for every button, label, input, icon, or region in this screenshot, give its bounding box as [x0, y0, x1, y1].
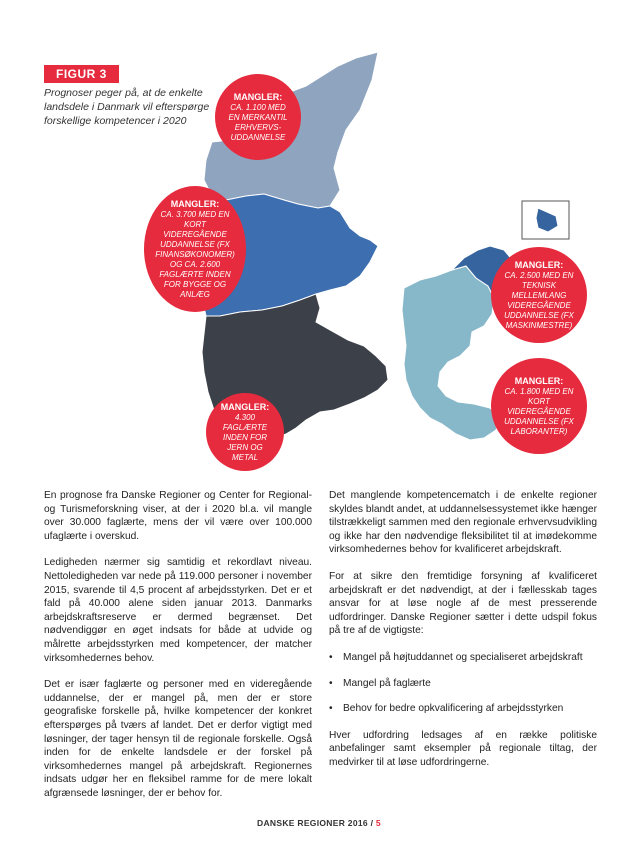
left-paragraph-3: Det er især faglærte og personer med en videregående uddannelse, der er mangel på, men der er store geografiske forskelle på, hvilke kompetencer der konkret efterspørges på tværs af landet. Det er derfor vigtigt med løsninger, der tager hensyn til de regionale forskelle. Også inden for de enkelte landsdele er der forskel på virksomhedernes mangel på arbejdskraft. Regionernes indsats udgør her en fleksibel ramme for de mere lokalt afgrænsede løsninger, der er behov for.: [44, 679, 312, 799]
shortage-bubble-nordjylland: [215, 74, 301, 160]
bubble-heading: MANGLER:: [233, 91, 283, 102]
shortage-bubble-syddanmark: [206, 393, 284, 471]
bubble-heading: MANGLER:: [170, 198, 220, 209]
bubble-text: CA. 1.100 MED EN MERKANTIL ERHVERVS-UDDANNELSE: [228, 102, 288, 142]
bubble-heading: MANGLER:: [514, 259, 564, 270]
bubble-heading: MANGLER:: [220, 401, 270, 412]
bubble-text: CA. 1.800 MED EN KORT VIDEREGÅENDE UDDANNELSE (FX LABORANTER): [504, 386, 574, 436]
challenge-list: [329, 651, 597, 716]
region-bornholm: [536, 208, 558, 232]
region-sjaelland: [402, 266, 500, 440]
page-number: 5: [375, 818, 381, 828]
bubble-text: CA. 2.500 MED EN TEKNISK MELLEMLANG VIDEREGÅENDE UDDANNELSE (FX MASKINMESTRE): [504, 270, 574, 330]
left-column: [44, 489, 312, 813]
challenge-item: • Mangel på højtuddannet og specialiseret arbejdskraft: [329, 651, 597, 665]
right-closing-paragraph: Hver udfordring ledsages af en række politiske anbefalinger samt eksempler på regionale tiltag, der medvirker til at løse udfordringerne.: [329, 729, 597, 768]
bubble-text: 4.300 FAGLÆRTE INDEN FOR JERN OG METAL: [222, 412, 268, 462]
right-paragraph-1: Det manglende kompetencematch i de enkelte regioner skyldes blandt andet, at uddannelsessystemet ikke hænger tilstrækkeligt sammen med den regionale erhvervsudvikling og ikke har den nødvendige fleksibilitet til at imødekomme virksomhedernes behov for kvalificeret arbejdskraft.: [329, 490, 597, 556]
footer-text: DANSKE REGIONER 2016 /: [257, 818, 374, 828]
bubble-text: CA. 3.700 MED EN KORT VIDEREGÅENDE UDDANNELSE (FX FINANSØKONOMER) OG CA. 2.600 FAGLÆRTE INDEN FOR BYGGE OG ANLÆG: [155, 209, 235, 299]
bubble-heading: MANGLER:: [514, 375, 564, 386]
figure-caption: Prognoser peger på, at de enkelte landsdele i Danmark vil efterspørge forskellige kompetencer i 2020: [44, 87, 210, 127]
challenge-item: • Behov for bedre opkvalificering af arbejdsstyrken: [329, 702, 597, 716]
figure-label: FIGUR 3: [44, 65, 119, 83]
shortage-bubble-midtjylland: [144, 186, 246, 312]
shortage-bubble-hovedstaden: [491, 247, 587, 343]
right-paragraph-2: For at sikre den fremtidige forsyning af kvalificeret arbejdskraft er det nødvendigt, at der i fællesskab tages ansvar for at løse nogle af de mest presserende udfordringer. Danske Regioner sætter i dette udspil fokus på tre af de vigtigste:: [329, 570, 597, 637]
challenge-item: • Mangel på faglærte: [329, 677, 597, 691]
shortage-bubble-sjaelland: [491, 358, 587, 454]
right-column: [329, 489, 597, 783]
page-footer: [0, 818, 638, 828]
left-paragraph-2: Ledigheden nærmer sig samtidig et rekordlavt niveau. Nettoledigheden var nede på 119.000 personer i november 2015, svarende til 4,5 procent af arbejdsstyrken. Det er et fald på 40.000 alene siden januar 2013. Danmarks arbejdskraftsreserve er dermed begrænset. Det nødvendiggør en øget indsats for både at udvide og målrette arbejdsstyrken med kompetencer, der matcher virksomhedernes behov.: [44, 557, 312, 664]
left-paragraph-1: En prognose fra Danske Regioner og Center for Regional- og Turismeforskning viser, at der i 2020 bl.a. vil mangle over 30.000 faglærte, mens der vil være over 100.000 ufaglærte i overskud.: [44, 490, 312, 542]
